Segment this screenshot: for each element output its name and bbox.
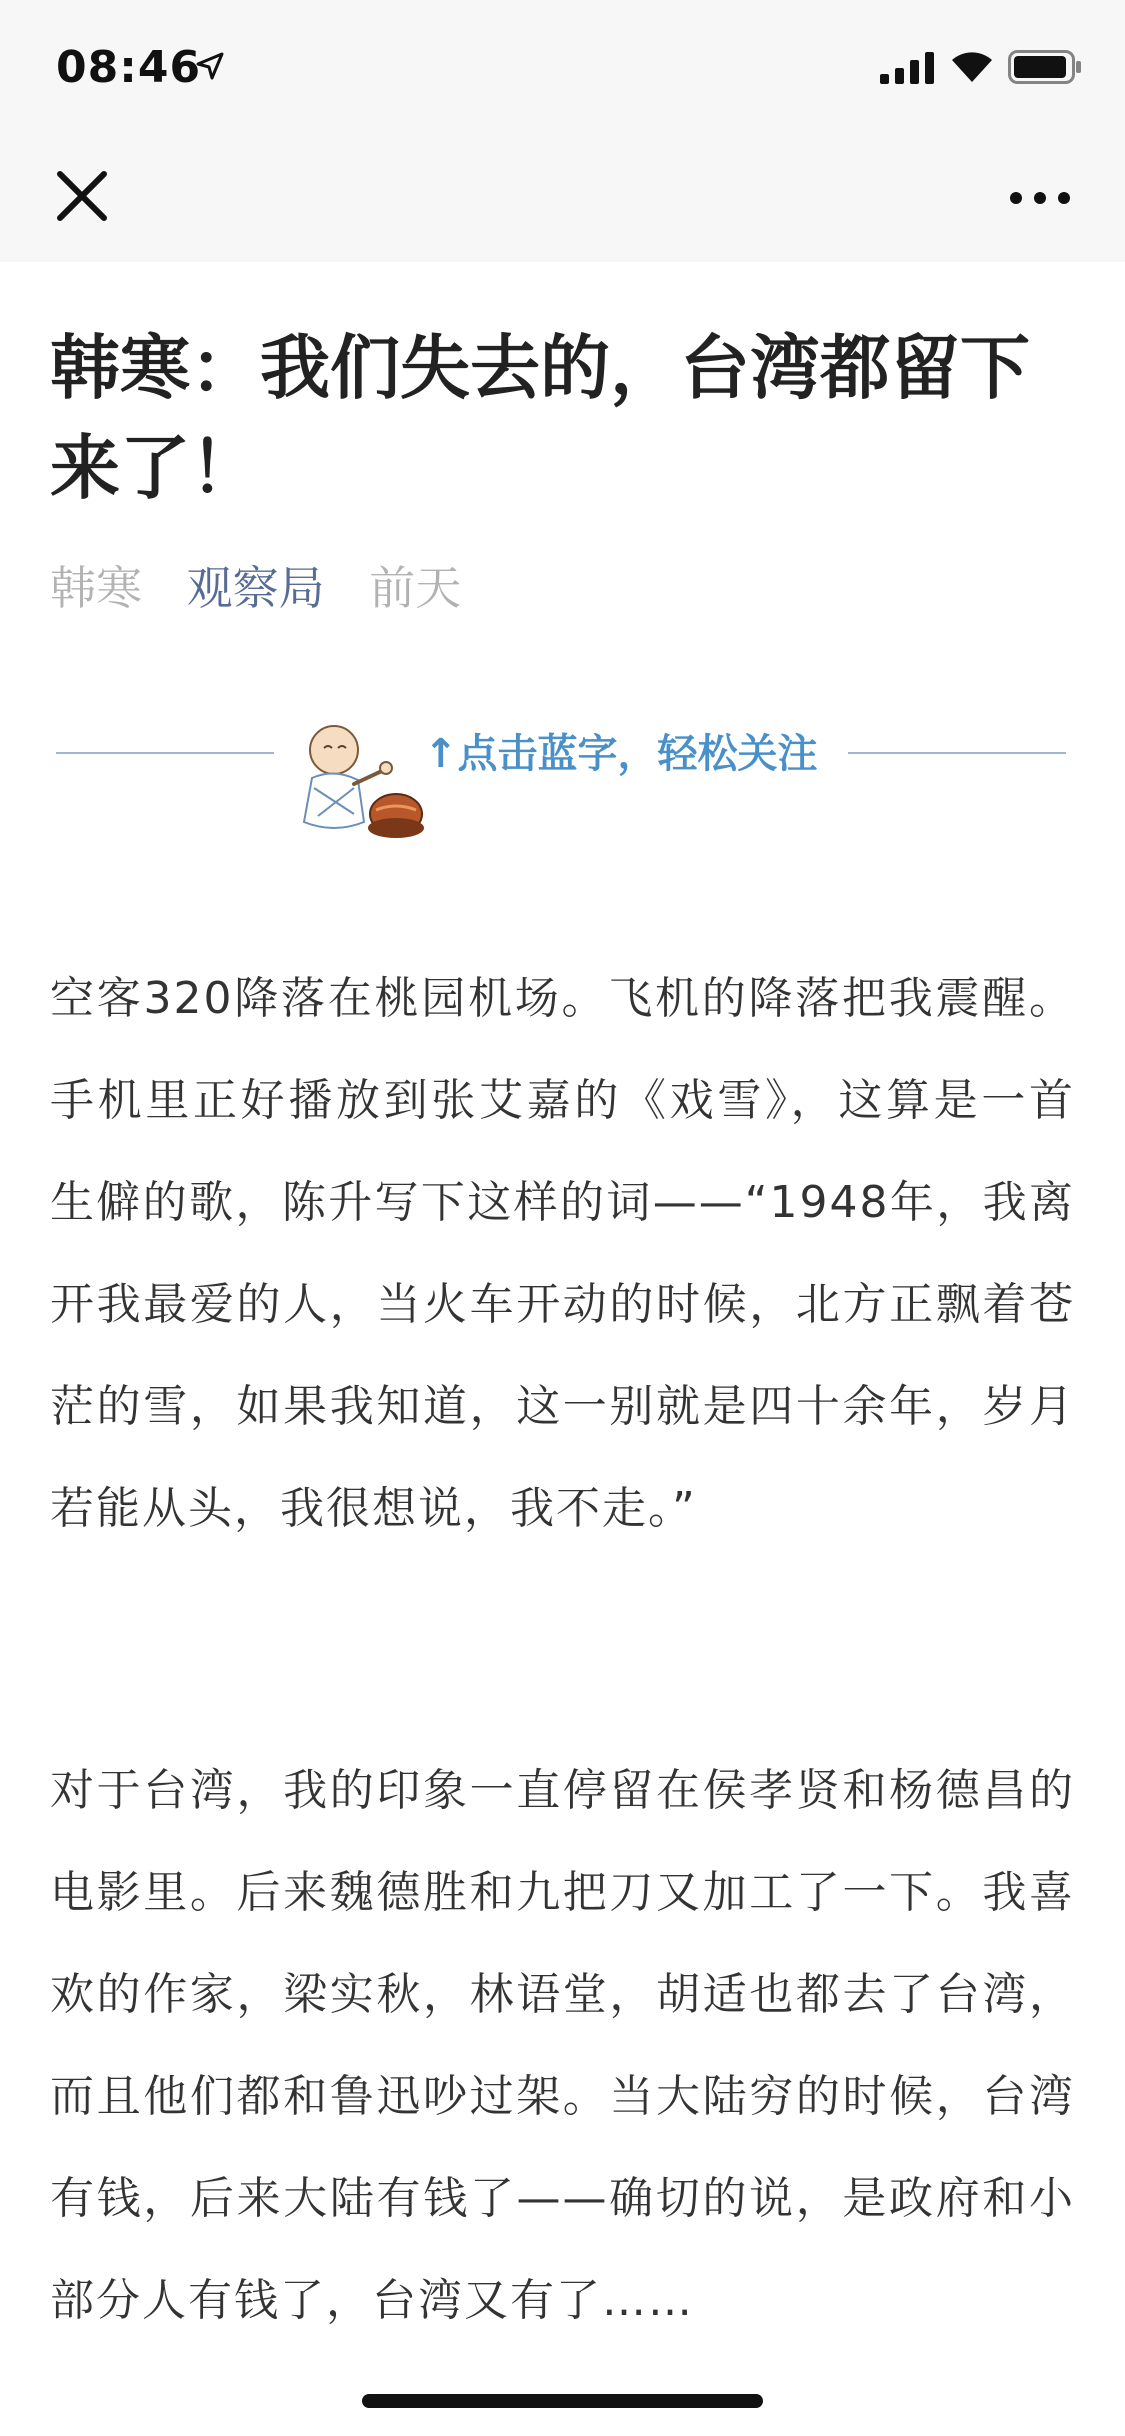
paragraph: 对于台湾，我的印象一直停留在侯孝贤和杨德昌的电影里。后来魏德胜和九把刀又加工了一下。我喜欢的作家，梁实秋，林语堂，胡适也都去了台湾，而且他们都和鲁迅吵过架。当大陆穷的时候，台湾有钱，后来大陆有钱了——确切的说，是政府和小部分人有钱了，台湾又有了…… <box>50 1765 1075 2326</box>
divider-right <box>848 752 1066 754</box>
article-meta <box>50 556 491 620</box>
wifi-icon <box>950 48 994 84</box>
publish-date: 前天 <box>369 561 462 615</box>
status-time: 08:46 <box>56 42 202 93</box>
cellular-signal-icon <box>880 52 936 84</box>
battery-icon <box>1008 50 1082 84</box>
paragraph: 空客320降落在桃园机场。飞机的降落把我震醒。手机里正好播放到张艾嘉的《戏雪》，这算是一首生僻的歌，陈升写下这样的词——“1948年，我离开我最爱的人，当火车开动的时候，北方正飘着苍茫的雪，如果我知道，这一别就是四十余年，岁月若能从头，我很想说，我不走。” <box>50 973 1075 1534</box>
follow-banner[interactable] <box>56 710 1066 840</box>
top-bar <box>0 0 1125 262</box>
follow-text[interactable]: ↑点击蓝字，轻松关注 <box>424 731 818 777</box>
divider-left <box>56 752 274 754</box>
author-name: 韩寒 <box>50 561 142 615</box>
location-arrow-icon <box>196 52 224 80</box>
article-title: 韩寒：我们失去的，台湾都留下来了！ <box>50 327 1030 509</box>
home-indicator[interactable] <box>362 2394 763 2408</box>
account-link[interactable]: 观察局 <box>186 561 325 615</box>
monk-illustration-icon <box>294 718 424 846</box>
close-icon[interactable] <box>54 168 110 224</box>
more-icon[interactable] <box>1008 186 1072 210</box>
